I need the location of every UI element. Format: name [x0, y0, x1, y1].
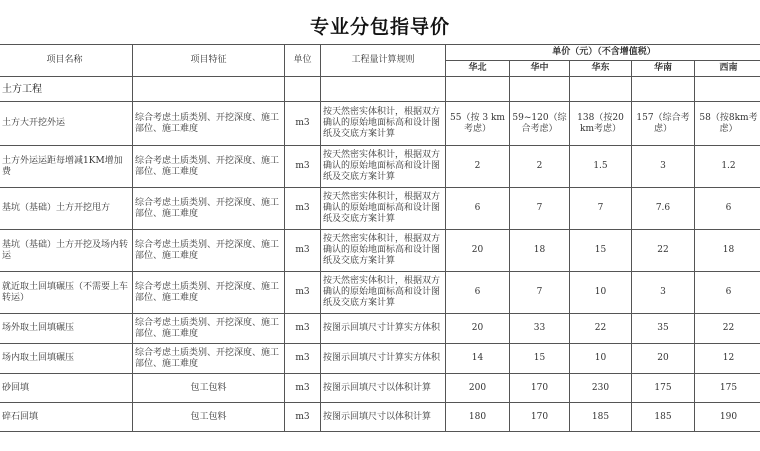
item-unit: m3 — [285, 403, 321, 432]
price-cell: 185 — [632, 403, 695, 432]
item-rule: 按天然密实体积计，根据双方确认的原始地面标高和设计图纸及交底方案计算 — [321, 146, 446, 188]
item-rule: 按天然密实体积计，根据双方确认的原始地面标高和设计图纸及交底方案计算 — [321, 272, 446, 314]
price-cell: 20 — [632, 344, 695, 374]
price-cell: 7 — [510, 188, 570, 230]
price-cell: 138（按20 km考虑） — [570, 102, 632, 146]
price-cell: 170 — [510, 374, 570, 403]
item-unit: m3 — [285, 146, 321, 188]
price-cell: 15 — [510, 344, 570, 374]
price-cell: 15 — [570, 230, 632, 272]
price-cell: 14 — [446, 344, 510, 374]
item-unit: m3 — [285, 374, 321, 403]
item-feature: 综合考虑土质类别、开挖深度、施工部位、施工难度 — [133, 188, 285, 230]
table-row — [0, 188, 760, 230]
header-unit: 单位 — [285, 45, 321, 77]
table-row — [0, 230, 760, 272]
price-cell: 180 — [446, 403, 510, 432]
price-cell: 3 — [632, 272, 695, 314]
table-row — [0, 272, 760, 314]
price-cell: 12 — [695, 344, 760, 374]
item-name: 基坑（基础）土方开挖及场内转运 — [0, 230, 133, 272]
item-unit: m3 — [285, 188, 321, 230]
header-region: 华中 — [510, 61, 570, 77]
page-title: 专业分包指导价 — [309, 16, 450, 38]
price-cell: 2 — [510, 146, 570, 188]
item-rule: 按图示回填尺寸计算实方体积 — [321, 344, 446, 374]
price-cell: 175 — [695, 374, 760, 403]
item-unit: m3 — [285, 314, 321, 344]
table-row — [0, 344, 760, 374]
item-rule: 按图示回填尺寸以体积计算 — [321, 374, 446, 403]
price-cell: 58（按8km考虑） — [695, 102, 760, 146]
table-row — [0, 314, 760, 344]
price-cell: 22 — [695, 314, 760, 344]
price-cell: 7.6 — [632, 188, 695, 230]
item-unit: m3 — [285, 102, 321, 146]
item-name: 就近取土回填碾压（不需要上车转运） — [0, 272, 133, 314]
price-cell: 7 — [510, 272, 570, 314]
item-feature: 包工包料 — [133, 374, 285, 403]
table-row — [0, 374, 760, 403]
price-cell: 157（综合考虑） — [632, 102, 695, 146]
price-cell: 6 — [446, 272, 510, 314]
price-cell: 22 — [632, 230, 695, 272]
price-cell: 20 — [446, 314, 510, 344]
header-region: 华东 — [570, 61, 632, 77]
item-feature: 包工包料 — [133, 403, 285, 432]
item-name: 土方外运运距每增减1KM增加费 — [0, 146, 133, 188]
item-feature: 综合考虑土质类别、开挖深度、施工部位、施工难度 — [133, 272, 285, 314]
price-table — [0, 44, 760, 432]
item-name: 碎石回填 — [0, 403, 133, 432]
item-name: 场外取土回填碾压 — [0, 314, 133, 344]
header-region: 华南 — [632, 61, 695, 77]
price-cell: 22 — [570, 314, 632, 344]
price-cell: 230 — [570, 374, 632, 403]
price-cell: 7 — [570, 188, 632, 230]
price-cell: 6 — [695, 188, 760, 230]
item-feature: 综合考虑土质类别、开挖深度、施工部位、施工难度 — [133, 344, 285, 374]
price-cell: 185 — [570, 403, 632, 432]
price-cell: 6 — [695, 272, 760, 314]
item-feature: 综合考虑土质类别、开挖深度、施工部位、施工难度 — [133, 314, 285, 344]
header-rule: 工程量计算规则 — [321, 45, 446, 77]
price-cell: 35 — [632, 314, 695, 344]
price-cell: 18 — [510, 230, 570, 272]
price-cell: 3 — [632, 146, 695, 188]
price-cell: 175 — [632, 374, 695, 403]
price-cell: 18 — [695, 230, 760, 272]
header-price-group: 单价（元）（不含增值税） — [446, 45, 760, 61]
price-cell: 1.2 — [695, 146, 760, 188]
price-cell: 10 — [570, 344, 632, 374]
item-rule: 按图示回填尺寸以体积计算 — [321, 403, 446, 432]
item-name: 场内取土回填碾压 — [0, 344, 133, 374]
item-name: 土方大开挖外运 — [0, 102, 133, 146]
item-rule: 按图示回填尺寸计算实方体积 — [321, 314, 446, 344]
header-region: 华北 — [446, 61, 510, 77]
header-feature: 项目特征 — [133, 45, 285, 77]
item-unit: m3 — [285, 272, 321, 314]
price-cell: 55（按 3 km考虑） — [446, 102, 510, 146]
item-rule: 按天然密实体积计，根据双方确认的原始地面标高和设计图纸及交底方案计算 — [321, 188, 446, 230]
price-cell: 2 — [446, 146, 510, 188]
price-cell: 190 — [695, 403, 760, 432]
item-unit: m3 — [285, 230, 321, 272]
item-name: 砂回填 — [0, 374, 133, 403]
section-row — [0, 77, 760, 102]
price-cell: 6 — [446, 188, 510, 230]
price-cell: 170 — [510, 403, 570, 432]
table-row — [0, 146, 760, 188]
item-rule: 按天然密实体积计，根据双方确认的原始地面标高和设计图纸及交底方案计算 — [321, 102, 446, 146]
price-cell: 59~120（综合考虑） — [510, 102, 570, 146]
header-name: 项目名称 — [0, 45, 133, 77]
header-region: 西南 — [695, 61, 760, 77]
price-cell: 10 — [570, 272, 632, 314]
item-rule: 按天然密实体积计，根据双方确认的原始地面标高和设计图纸及交底方案计算 — [321, 230, 446, 272]
section-title: 土方工程 — [0, 77, 133, 102]
price-cell: 200 — [446, 374, 510, 403]
price-cell: 20 — [446, 230, 510, 272]
item-feature: 综合考虑土质类别、开挖深度、施工部位、施工难度 — [133, 230, 285, 272]
table-row — [0, 403, 760, 432]
item-unit: m3 — [285, 344, 321, 374]
item-feature: 综合考虑土质类别、开挖深度、施工部位、施工难度 — [133, 102, 285, 146]
table-row — [0, 102, 760, 146]
price-cell: 1.5 — [570, 146, 632, 188]
price-cell: 33 — [510, 314, 570, 344]
item-feature: 综合考虑土质类别、开挖深度、施工部位、施工难度 — [133, 146, 285, 188]
item-name: 基坑（基础）土方开挖甩方 — [0, 188, 133, 230]
